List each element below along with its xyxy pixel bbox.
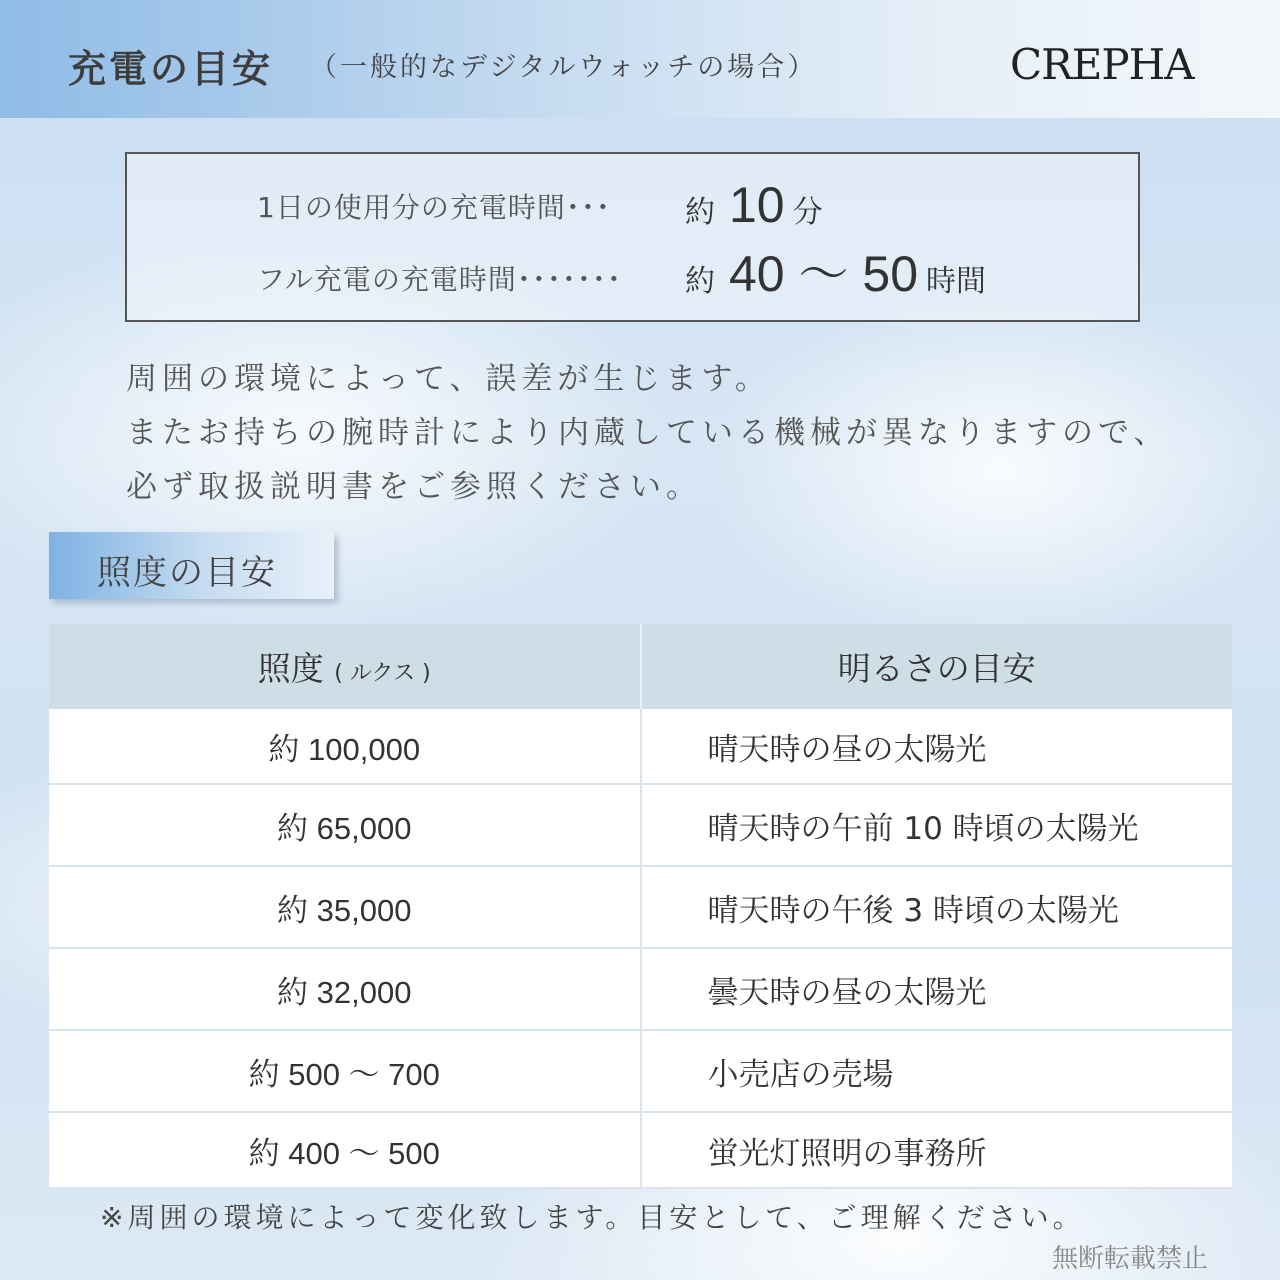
- brightness-cell: 晴天時の昼の太陽光: [641, 709, 1233, 784]
- charging-number: 40 ～ 50: [729, 246, 919, 302]
- table-row: [49, 784, 1232, 866]
- copyright-notice: 無断転載禁止: [1052, 1244, 1209, 1274]
- section-heading-text: 照度の目安: [97, 553, 277, 593]
- column-header-lux: [49, 624, 641, 709]
- lux-cell: 約 100,000: [49, 709, 641, 784]
- brightness-cell: 晴天時の午後 3 時頃の太陽光: [641, 866, 1233, 948]
- table-row: [49, 709, 1232, 784]
- charging-unit: 時間: [926, 264, 987, 299]
- note-line: またお持ちの腕時計により内蔵している機械が異なりますので、: [126, 415, 1170, 451]
- charging-unit: 分: [792, 195, 823, 230]
- illuminance-table: [49, 624, 1232, 1189]
- lux-header-label: 照度: [257, 649, 324, 688]
- note-line: 周囲の環境によって、誤差が生じます。: [126, 361, 771, 397]
- brightness-cell: 晴天時の午前 10 時頃の太陽光: [641, 784, 1233, 866]
- lux-cell: 約 500 ～ 700: [49, 1030, 641, 1112]
- charging-label: フル充電の充電時間･･･････: [257, 263, 622, 296]
- table-header-row: [49, 624, 1232, 709]
- brand-logo: CREPHA: [1010, 40, 1194, 89]
- charging-value: [685, 234, 986, 306]
- brightness-cell: 蛍光灯照明の事務所: [641, 1112, 1233, 1188]
- footnote: ※周囲の環境によって変化致します。目安として、ご理解ください。: [100, 1201, 1085, 1234]
- note-line: 必ず取扱説明書をご参照ください。: [126, 469, 702, 505]
- table-row: [49, 948, 1232, 1030]
- charging-number: 10: [729, 177, 785, 233]
- page-title: 充電の目安: [68, 47, 274, 91]
- brightness-cell: 曇天時の昼の太陽光: [641, 948, 1233, 1030]
- notes-text: [126, 352, 1169, 514]
- brightness-cell: 小売店の売場: [641, 1030, 1233, 1112]
- approx-prefix: 約: [685, 264, 715, 299]
- column-header-brightness: 明るさの目安: [641, 624, 1233, 709]
- lux-cell: 約 35,000: [49, 866, 641, 948]
- lux-cell: 約 65,000: [49, 784, 641, 866]
- approx-prefix: 約: [685, 195, 715, 230]
- charging-time-box: [125, 152, 1140, 322]
- table-row: [49, 1112, 1232, 1188]
- charging-label: 1日の使用分の充電時間･･･: [257, 191, 611, 224]
- section-heading-illuminance: [49, 532, 334, 599]
- page-subtitle: （一般的なデジタルウォッチの場合）: [310, 52, 818, 83]
- charging-value: [685, 176, 823, 234]
- lux-cell: 約 400 ～ 500: [49, 1112, 641, 1188]
- header-banner: [0, 0, 1280, 118]
- table-row: [49, 866, 1232, 948]
- lux-unit-label: ( ルクス ): [334, 661, 431, 686]
- table-row: [49, 1030, 1232, 1112]
- lux-cell: 約 32,000: [49, 948, 641, 1030]
